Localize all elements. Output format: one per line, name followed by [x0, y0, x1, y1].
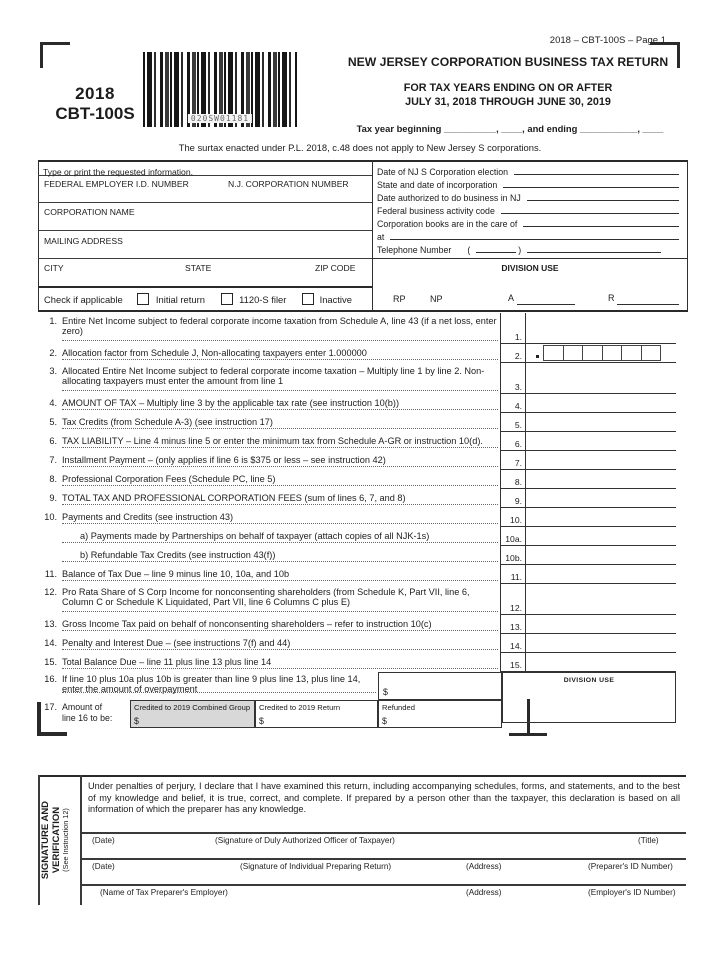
mailing-address-input-row[interactable]: [38, 231, 372, 259]
tax-line-16: [38, 672, 502, 700]
page-label: 2018 – CBT-100S – Page 1: [549, 35, 666, 46]
line-number: 12.: [44, 587, 57, 597]
line-number: 11.: [44, 569, 57, 579]
preparer-address-label: (Address): [466, 862, 502, 871]
line-number: 4.: [49, 398, 57, 408]
dollar-sign: $: [259, 716, 264, 726]
info-section-divider: [372, 160, 373, 310]
state-label: STATE: [185, 263, 212, 273]
authorized-label: Date authorized to do business in NJ: [377, 193, 521, 203]
line-number: 14.: [44, 638, 57, 648]
tax-line-13: [38, 615, 676, 634]
preparer-signature-line[interactable]: [80, 858, 686, 860]
surtax-note: The surtax enacted under P.L. 2018, c.48 does not apply to New Jersey S corporations.: [178, 142, 542, 153]
inactive-label: Inactive: [319, 294, 352, 305]
books-care-input[interactable]: [523, 226, 679, 227]
line-number: 1.: [49, 316, 57, 326]
line-number: 6.: [49, 436, 57, 446]
line-description: Installment Payment – (only applies if line 6 is $375 or less – see instruction 42): [62, 451, 500, 470]
corporation-name-label: CORPORATION NAME: [44, 207, 135, 217]
line-description: Total Balance Due – line 11 plus line 13 plus line 14: [62, 653, 500, 672]
zip-code-label: ZIP CODE: [315, 263, 356, 273]
line-number: 13.: [44, 619, 57, 629]
division-use-box-label: DIVISION USE: [563, 677, 615, 684]
tax-line-10a: [38, 527, 676, 546]
amount-field-10b[interactable]: [526, 546, 676, 565]
division-use-divider: [372, 258, 687, 259]
line-number: [38, 527, 62, 546]
1120s-filer-label: 1120-S filer: [239, 294, 287, 305]
credited-2019-return-field[interactable]: [255, 700, 378, 728]
line-description: b) Refundable Tax Credits (see instruction 43(f)): [62, 546, 500, 565]
line-number: 10.: [44, 512, 57, 522]
r-label: R: [608, 293, 615, 303]
signature-sidebar-line1: SIGNATURE AND: [40, 800, 51, 880]
line-description: Professional Corporation Fees (Schedule PC, line 5): [62, 470, 500, 489]
field-row-authorized: [377, 190, 681, 203]
amount-field-3[interactable]: [526, 363, 676, 394]
line-number-cell: 6.: [500, 432, 526, 451]
line-number-cell: 8.: [500, 470, 526, 489]
phone-close-paren: ): [518, 245, 522, 255]
a-input[interactable]: [517, 304, 575, 305]
a-label: A: [508, 293, 515, 303]
tax-line-6: [38, 432, 676, 451]
incorporation-input[interactable]: [503, 187, 679, 188]
line-number: 3.: [49, 366, 57, 376]
barcode-text: 020SW01181: [188, 114, 252, 123]
authorized-input[interactable]: [527, 200, 679, 201]
type-or-print-strip: [38, 162, 372, 176]
employer-id-label: (Employer's ID Number): [588, 888, 676, 897]
amount-field-1[interactable]: [526, 313, 676, 344]
line-number: 16.: [44, 674, 57, 684]
line-number: 15.: [44, 657, 57, 667]
employer-address-label: (Address): [466, 888, 502, 897]
amount-field-4[interactable]: [526, 394, 676, 413]
dollar-sign: $: [382, 716, 387, 726]
division-use-header: DIVISION USE: [501, 263, 559, 273]
activity-code-label: Federal business activity code: [377, 206, 495, 216]
tax-line-12: [38, 584, 676, 615]
corner-mark-top-left: [40, 42, 70, 68]
decimal-point: [536, 355, 539, 358]
line-description: a) Payments made by Partnerships on behalf of taxpayer (attach copies of all NJK-1s): [62, 527, 500, 546]
line-number-cell: 12.: [500, 584, 526, 615]
credited-2019-return-label: Credited to 2019 Return: [259, 703, 341, 712]
tax-year-line[interactable]: Tax year beginning __________, ____, and ending ___________, ____: [356, 123, 664, 134]
line-description: If line 10 plus 10a plus 10b is greater than line 9 plus line 13, plus line 14, enter the amount of overpayment: [62, 674, 378, 695]
line-number-cell: 9.: [500, 489, 526, 508]
city-state-zip-input-row[interactable]: [38, 259, 372, 288]
overpayment-amount-field[interactable]: [378, 672, 502, 700]
dollar-sign: $: [383, 687, 388, 697]
phone-area-input[interactable]: [476, 252, 516, 253]
line-number-cell: 1.: [500, 313, 526, 344]
perjury-statement: Under penalties of perjury, I declare that I have examined this return, including accompanying schedules, forms, and statements, and to the best of my knowledge and belief, it is true, correct, and complete. If prepared by a person other than the taxpayer, this declaration is based on all information of which the preparer has any knowledge.: [88, 781, 680, 815]
refunded-label: Refunded: [382, 703, 415, 712]
type-or-print-label: Type or print the requested information.: [43, 167, 193, 177]
line-description: Entire Net Income subject to federal corporate income taxation from Schedule A, line 43 (if a net loss, enter zero): [62, 313, 500, 344]
line-number: 7.: [49, 455, 57, 465]
line-number-cell: 10b.: [500, 546, 526, 565]
tax-line-3: [38, 363, 676, 394]
amount-field-10[interactable]: [526, 508, 676, 527]
phone-open-paren: (: [467, 245, 471, 255]
credited-combined-group-field[interactable]: [130, 700, 255, 728]
field-row-books-care: [377, 216, 681, 229]
line-number: 2.: [49, 348, 57, 358]
line-description: Tax Credits (from Schedule A-3) (see instruction 17): [62, 413, 500, 432]
tax-line-11: [38, 565, 676, 584]
signature-sidebar-line2: VERIFICATION: [50, 806, 62, 874]
amount-field-14[interactable]: [526, 634, 676, 653]
election-label: Date of NJ S Corporation election: [377, 167, 509, 177]
election-input[interactable]: [514, 174, 679, 175]
amount-field-5[interactable]: [526, 413, 676, 432]
amount-field-7[interactable]: [526, 451, 676, 470]
amount-field-8[interactable]: [526, 470, 676, 489]
field-row-election: [377, 164, 681, 177]
line-number: 5.: [49, 417, 57, 427]
form-subtitle-2: JULY 31, 2018 THROUGH JUNE 30, 2019: [405, 96, 611, 108]
form-year: 2018: [75, 84, 115, 103]
incorporation-label: State and date of incorporation: [377, 180, 498, 190]
line-description: Gross Income Tax paid on behalf of nonconsenting shareholders – refer to instruction 10(c): [62, 615, 500, 634]
line-description: TOTAL TAX AND PROFESSIONAL CORPORATION FEES (sum of lines 6, 7, and 8): [62, 489, 500, 508]
tax-line-5: [38, 413, 676, 432]
line-description: Pro Rata Share of S Corp Income for nonconsenting shareholders (from Schedule K, Part VII, line 6, Column C or Schedule K Liquidated, Part VII, line 6 Columns C plus E): [62, 584, 500, 615]
registration-mark-bar: [509, 733, 547, 736]
tax-line-10b: [38, 546, 676, 565]
info-section-right-rule: [687, 160, 688, 310]
nj-corp-number-label: N.J. CORPORATION NUMBER: [228, 179, 349, 189]
signature-verification-sidebar: [41, 777, 79, 903]
form-title: NEW JERSEY CORPORATION BUSINESS TAX RETURN: [347, 55, 669, 69]
signature-section-top-rule: [38, 775, 686, 777]
fein-njcorp-input-row[interactable]: [38, 176, 372, 203]
preparer-employer-line[interactable]: [80, 884, 686, 886]
division-use-box: [502, 672, 676, 723]
line-number-cell: 5.: [500, 413, 526, 432]
amount-field-10a[interactable]: [526, 527, 676, 546]
tax-line-2: [38, 344, 676, 363]
tax-line-7: [38, 451, 676, 470]
preparer-id-label: (Preparer's ID Number): [588, 862, 673, 871]
line-number-cell: 2.: [500, 344, 526, 363]
line-description: Balance of Tax Due – line 9 minus line 10, 10a, and 10b: [62, 565, 500, 584]
line-number-cell: 4.: [500, 394, 526, 413]
line-number: [38, 546, 62, 565]
rp-label: RP: [393, 294, 406, 304]
tax-line-4: [38, 394, 676, 413]
refunded-field[interactable]: [378, 700, 502, 728]
initial-return-label: Initial return: [155, 294, 205, 305]
tax-line-14: [38, 634, 676, 653]
officer-signature-label: (Signature of Duly Authorized Officer of Taxpayer): [215, 836, 395, 845]
form-code: CBT-100S: [55, 104, 135, 123]
barcode: [143, 52, 297, 127]
at-label: at: [377, 232, 385, 242]
line-description: Allocation factor from Schedule J, Non-allocating taxpayers enter 1.000000: [62, 344, 500, 363]
info-section-bottom-rule: [38, 310, 688, 312]
title-label: (Title): [638, 836, 659, 845]
line-17-label: Amount of line 16 to be:: [62, 702, 113, 723]
field-row-activity-code: [377, 203, 681, 216]
dollar-sign: $: [134, 716, 139, 726]
officer-signature-line[interactable]: [80, 832, 686, 834]
corporation-name-input-row[interactable]: [38, 203, 372, 231]
np-label: NP: [430, 294, 443, 304]
check-if-applicable-row: [44, 293, 370, 305]
activity-code-input[interactable]: [501, 213, 679, 214]
fein-label: FEDERAL EMPLOYER I.D. NUMBER: [44, 179, 189, 189]
initial-return-checkbox[interactable]: [137, 293, 149, 305]
allocation-factor-field[interactable]: [526, 344, 676, 363]
tax-line-10: [38, 508, 676, 527]
amount-field-11[interactable]: [526, 565, 676, 584]
amount-field-13[interactable]: [526, 615, 676, 634]
line-number: 9.: [49, 493, 57, 503]
line-number-cell: 15.: [500, 653, 526, 672]
line-number-cell: 10a.: [500, 527, 526, 546]
line-number: 17.: [44, 702, 57, 712]
r-input[interactable]: [617, 304, 679, 305]
amount-field-12[interactable]: [526, 584, 676, 615]
credited-combined-group-label: Credited to 2019 Combined Group: [134, 703, 251, 712]
books-care-label: Corporation books are in the care of: [377, 219, 518, 229]
line-number-cell: 7.: [500, 451, 526, 470]
phone-label: Telephone Number: [377, 245, 452, 255]
line-number-cell: 11.: [500, 565, 526, 584]
amount-field-15[interactable]: [526, 653, 676, 672]
line-description: Penalty and Interest Due – (see instructions 7(f) and 44): [62, 634, 500, 653]
inactive-checkbox[interactable]: [302, 293, 314, 305]
at-input[interactable]: [390, 239, 679, 240]
tax-line-17: [38, 700, 502, 728]
line-description: Payments and Credits (see instruction 43): [62, 508, 500, 527]
amount-field-6[interactable]: [526, 432, 676, 451]
mailing-address-label: MAILING ADDRESS: [44, 236, 123, 246]
allocation-digit-boxes[interactable]: [543, 345, 661, 361]
line-number-cell: 10.: [500, 508, 526, 527]
officer-date-label: (Date): [92, 836, 115, 845]
tax-lines-table: [38, 313, 676, 672]
form-subtitle-1: FOR TAX YEARS ENDING ON OR AFTER: [403, 82, 613, 94]
field-row-at: [377, 229, 681, 242]
line-number: 8.: [49, 474, 57, 484]
line-description: Allocated Entire Net Income subject to federal corporate income taxation – Multiply line 1 by line 2. Non-allocating taxpayers must enter the amount from line 1: [62, 363, 500, 394]
line-number-cell: 3.: [500, 363, 526, 394]
line-description: AMOUNT OF TAX – Multiply line 3 by the applicable tax rate (see instruction 10(b)): [62, 394, 500, 413]
employer-name-label: (Name of Tax Preparer's Employer): [100, 888, 228, 897]
amount-field-9[interactable]: [526, 489, 676, 508]
phone-number-input[interactable]: [527, 252, 661, 253]
preparer-signature-label: (Signature of Individual Preparing Return): [240, 862, 392, 871]
field-row-incorporation: [377, 177, 681, 190]
signature-sidebar-line3: (See Instruction 12): [61, 808, 70, 872]
tax-line-15: [38, 653, 676, 672]
line-number-cell: 13.: [500, 615, 526, 634]
city-label: CITY: [44, 263, 64, 273]
tax-line-8: [38, 470, 676, 489]
preparer-date-label: (Date): [92, 862, 115, 871]
tax-line-9: [38, 489, 676, 508]
check-if-applicable-label: Check if applicable: [44, 294, 123, 305]
line-number-cell: 14.: [500, 634, 526, 653]
field-row-phone: [377, 242, 681, 255]
1120s-filer-checkbox[interactable]: [221, 293, 233, 305]
line-description: TAX LIABILITY – Line 4 minus line 5 or enter the minimum tax from Schedule A-GR or instruction 10(d).: [62, 432, 500, 451]
tax-line-1: [38, 313, 676, 344]
